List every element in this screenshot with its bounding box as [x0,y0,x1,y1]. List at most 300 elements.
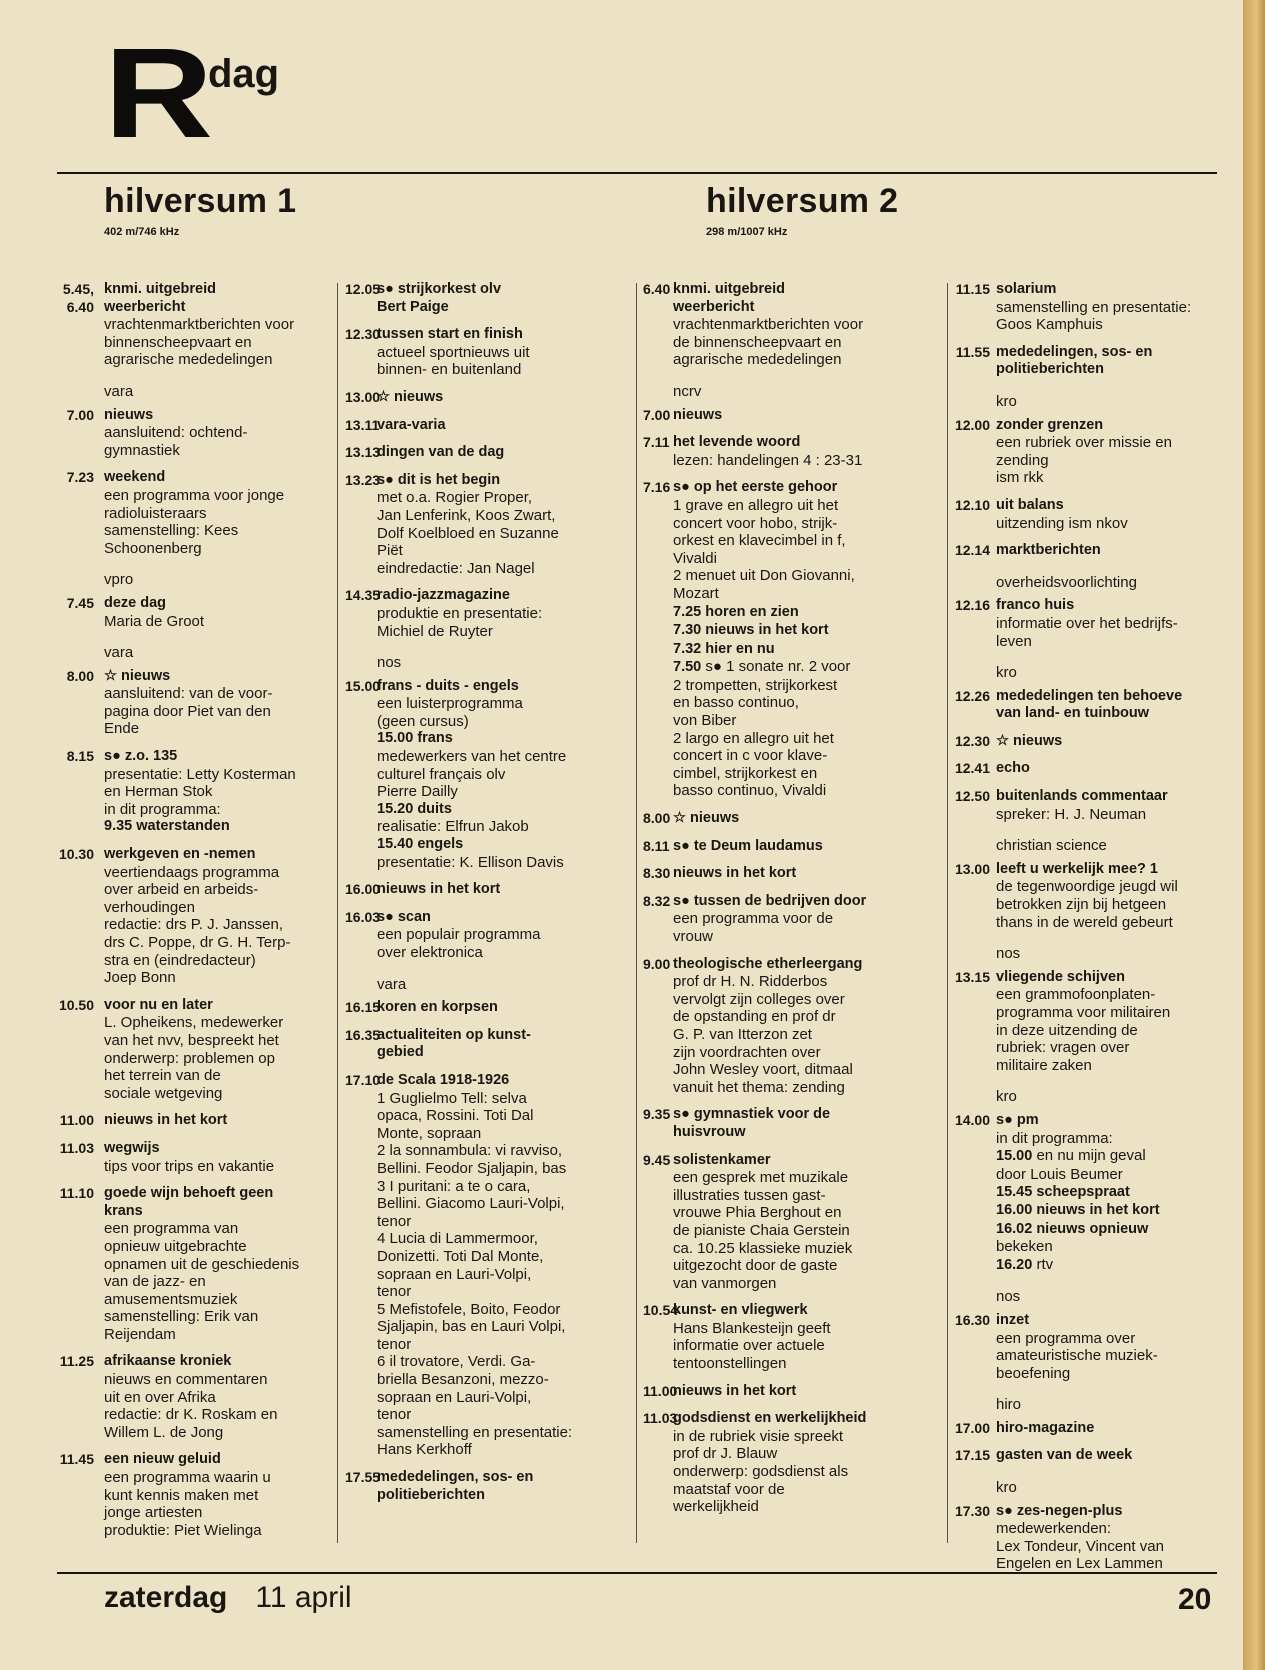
schedule-column-3 [643,281,945,1526]
bottom-rule [57,1572,1217,1574]
program-title: nieuws in het kort [377,881,501,898]
program-detail: thans in de wereld gebeurt [996,913,1173,931]
program-entry [345,281,633,316]
program-detail: Pierre Dailly [377,783,458,801]
program-detail: Maria de Groot [104,612,205,630]
program-entry [345,389,633,407]
program-title: s● z.o. 135 [104,748,178,765]
program-detail: met o.a. Rogier Proper, [377,489,533,507]
program-detail: briella Besanzoni, mezzo- [377,1371,549,1389]
program-entry [951,1312,1233,1382]
program-detail: opnamen uit de geschiedenis [104,1255,300,1273]
program-detail: van de jazz- en [104,1273,206,1291]
program-entry [643,281,945,369]
program-title: deze dag [104,594,167,611]
program-detail: een rubriek over missie en [996,434,1172,452]
program-detail: 7.25 horen en zien [673,603,799,620]
program-time: 11.15 [955,281,990,297]
program-detail: vrachtenmarktberichten voor [104,316,295,334]
program-detail: 5 Mefistofele, Boito, Feodor [377,1300,561,1318]
broadcaster-label: vara [377,975,407,993]
program-time: 8.00 [643,810,671,827]
program-detail: in deze uitzending de [996,1021,1138,1039]
program-entry [951,597,1233,650]
program-detail: Mozart [673,584,719,602]
program-time: 8.00 [66,667,94,684]
program-detail: samenstelling: Kees [104,522,239,540]
program-detail: (geen cursus) [377,712,469,730]
program-detail: Willem L. de Jong [104,1423,224,1441]
program-detail: een programma van [104,1220,239,1238]
program-title: mededelingen, sos- en [377,1469,534,1486]
program-detail: lezen: handelingen 4 : 23-31 [673,451,863,469]
program-entry [52,1185,334,1343]
program-time: 8.11 [643,837,670,854]
program-detail: binnenscheepvaart en [104,333,252,351]
program-title: ☆ nieuws [377,388,444,405]
program-detail: actueel sportnieuws uit [377,343,530,361]
program-time: 8.15 [66,748,94,765]
program-entry [52,668,334,738]
program-time: 14.35 [345,587,381,604]
program-detail: vrachtenmarktberichten voor [673,316,864,334]
program-title: wegwijs [104,1139,160,1156]
program-detail: Schoonenberg [104,539,202,557]
program-title: solarium [996,281,1057,297]
program-detail: Ende [104,720,140,738]
program-detail: gymnastiek [104,441,180,459]
program-detail: vrouwe Phia Berghout en [673,1204,842,1222]
broadcaster-label: christian science [996,837,1107,855]
program-detail: uitzending ism nkov [996,514,1128,532]
program-detail: sociale wetgeving [104,1084,223,1102]
program-entry [951,760,1233,778]
program-entry [951,688,1233,723]
program-title: s● gymnastiek voor de [673,1106,831,1123]
program-title: s● dit is het begin [377,471,501,488]
program-title: zonder grenzen [996,416,1104,433]
schedule-column-1 [52,281,334,1549]
program-time: 16.15 [345,999,381,1016]
program-detail: 1 grave en allegro uit het [673,496,839,514]
program-entry [951,417,1233,487]
program-detail: informatie over actuele [673,1337,825,1355]
program-time: 12.26 [954,687,990,704]
section-day: dag [208,52,280,96]
program-title: afrikaanse kroniek [104,1353,232,1370]
program-entry [643,810,945,828]
program-entry [951,1503,1233,1573]
program-title: radio-jazzmagazine [377,587,510,604]
program-detail: in de rubriek visie spreekt [673,1427,844,1445]
program-entry [52,997,334,1103]
program-detail: een programma waarin u [104,1469,271,1487]
program-title: nieuws in het kort [104,1112,228,1129]
program-detail: nieuws en commentaren [104,1371,268,1389]
program-detail: de binnenscheepvaart en [673,333,842,351]
program-title: de Scala 1918-1926 [377,1071,510,1088]
program-title: weerbericht [673,298,755,315]
program-entry [52,1112,334,1130]
top-rule [57,172,1217,174]
program-time: 13.00 [345,388,381,405]
program-time: 12.14 [954,542,990,559]
program-entry [643,1302,945,1372]
broadcaster-label: nos [377,654,402,672]
program-detail: informatie over het bedrijfs- [996,614,1178,632]
program-detail: het terrein van de [104,1067,221,1085]
page-spine [1243,0,1265,1670]
program-title: knmi. uitgebreid [673,281,785,297]
station-frequency: 298 m/1007 kHz [706,226,788,238]
program-entry [643,407,945,425]
program-detail: jonge artiesten [104,1504,203,1522]
program-title: marktberichten [996,542,1101,559]
program-detail: culturel français olv [377,765,506,783]
program-detail: eindredactie: Jan Nagel [377,559,535,577]
program-detail: door Louis Beumer [996,1165,1123,1183]
program-time: 16.30 [954,1311,990,1328]
program-detail: een programma voor jonge [104,486,285,504]
program-time: 12.30 [954,732,990,749]
program-title: solistenkamer [673,1151,771,1168]
program-title: s● scan [377,908,431,925]
program-detail: ca. 10.25 klassieke muziek [673,1239,853,1257]
program-entry [52,748,334,836]
program-entry [951,281,1233,334]
program-detail: Engelen en Lex Lammen [996,1555,1163,1573]
program-entry [951,733,1233,751]
program-detail: concert voor hobo, strijk- [673,514,838,532]
program-detail: 2 largo en allegro uit het [673,729,834,747]
program-time: 12.41 [954,760,990,777]
broadcaster-label: kro [996,1088,1017,1106]
program-title: krans [104,1202,143,1219]
program-title: 9.35 waterstanden [104,818,230,835]
program-entry [951,861,1233,931]
program-detail: onderwerp: problemen op [104,1049,275,1067]
program-detail: stra en (eindredacteur) [104,951,256,969]
program-time: 17.30 [954,1502,990,1519]
program-detail: een populair programma [377,926,541,944]
program-detail: tenor [377,1283,412,1301]
program-time: 13.00 [954,860,990,877]
program-detail: sopraan en Lauri-Volpi, [377,1265,532,1283]
program-detail: tenor [377,1335,412,1353]
program-time: 12.30 [345,326,381,343]
schedule-column-4 [951,281,1233,1583]
schedule-column-2 [345,281,633,1514]
station-hilversum-2 [706,184,898,238]
program-detail: presentatie: K. Ellison Davis [377,853,564,871]
program-entry [951,542,1233,560]
program-time: 9.00 [643,955,671,972]
program-time: 13.15 [954,968,990,985]
program-detail: 7.50 s● 1 sonate nr. 2 voor [673,658,851,676]
program-title: 16.00 nieuws in het kort [996,1201,1160,1218]
program-detail: Lex Tondeur, Vincent van [996,1537,1164,1555]
program-time: 15.00 [345,677,381,694]
program-entry [345,678,633,872]
program-detail: drs C. Poppe, dr G. H. Terp- [104,934,291,951]
broadcaster-label: nos [996,1288,1021,1306]
program-title: Bert Paige [377,298,449,315]
program-detail: Bellini. Feodor Sjaljapin, bas [377,1159,567,1177]
program-detail: uitgezocht door de gaste [673,1257,838,1275]
program-detail: Joep Bonn [104,969,176,987]
broadcaster-label: overheidsvoorlichting [996,573,1137,591]
program-entry [345,417,633,435]
program-time: 16.00 [345,881,381,898]
program-detail: medewerkenden: [996,1520,1112,1538]
program-entry [52,1353,334,1441]
program-detail: 3 I puritani: a te o cara, [377,1177,531,1195]
program-title: s● te Deum laudamus [673,837,823,854]
program-detail: 1 Guglielmo Tell: selva [377,1089,527,1107]
program-detail: verhoudingen [104,898,195,916]
program-title: actualiteiten op kunst- [377,1026,531,1043]
program-detail: produktie: Piet Wielinga [104,1521,262,1539]
program-time: 10.50 [58,996,94,1013]
broadcaster-label: kro [996,1479,1017,1497]
program-detail: leven [996,632,1032,650]
program-detail: de pianiste Chaia Gerstein [673,1221,850,1239]
program-detail: pagina door Piet van den [104,702,271,720]
program-detail: Jan Lenferink, Koos Zwart, [377,506,556,524]
program-entry [643,1410,945,1516]
program-detail: een luisterprogramma [377,695,523,713]
program-entry [345,999,633,1017]
program-detail: vrouw [673,928,714,945]
program-entry [643,1106,945,1141]
program-detail: betrokken zijn bij hetgeen [996,896,1167,914]
footer-day: zaterdag [104,1581,228,1614]
program-time: 16.03 [345,908,381,925]
program-detail: vervolgt zijn colleges over [673,990,845,1008]
broadcaster-label: vpro [104,571,134,589]
program-time: 17.55 [345,1469,381,1486]
program-detail: Dolf Koelbloed en Suzanne [377,524,559,542]
program-detail: rubriek: vragen over [996,1039,1130,1057]
program-detail: over arbeid en arbeids- [104,881,259,899]
column-divider [636,283,637,1543]
program-detail: aansluitend: ochtend- [104,424,248,442]
program-detail: 2 la sonnambula: vi ravviso, [377,1142,563,1160]
program-title: ☆ nieuws [104,667,171,684]
program-title: nieuws in het kort [673,865,797,882]
program-detail: Donizetti. Toti Dal Monte, [377,1247,544,1265]
program-title: 15.40 engels [377,836,464,853]
program-title: uit balans [996,496,1064,513]
program-entry [345,1072,633,1459]
program-detail: tenor [377,1406,412,1424]
program-detail: tenor [377,1212,412,1230]
program-detail: beoefening [996,1364,1071,1382]
program-detail: maatstaf voor de [673,1480,785,1498]
program-title: s● op het eerste gehoor [673,479,838,496]
program-title: ☆ nieuws [673,810,740,827]
program-detail: Hans Kerkhoff [377,1441,472,1459]
program-entry [643,1383,945,1401]
station-hilversum-1 [104,184,296,238]
program-detail: Bellini. Giacomo Lauri-Volpi, [377,1195,565,1213]
program-detail: ism rkk [996,469,1044,487]
program-entry [951,1112,1233,1274]
program-detail: samenstelling: Erik van [104,1308,259,1326]
program-detail: Monte, sopraan [377,1124,482,1142]
program-title: theologische etherleergang [673,955,863,972]
program-title: hiro-magazine [996,1419,1095,1436]
program-entry [643,838,945,856]
program-time: 14.00 [954,1111,990,1128]
program-title: huisvrouw [673,1123,746,1140]
station-name: hilversum 2 [706,182,899,220]
program-detail: agrarische mededelingen [673,351,842,369]
program-title: franco huis [996,597,1075,614]
program-entry [345,1469,633,1504]
program-time: 10.54 [643,1302,679,1319]
program-entry [345,444,633,462]
program-entry [345,472,633,578]
column-divider [337,283,338,1543]
program-time: 17.15 [954,1447,990,1464]
program-time: 7.00 [66,406,94,423]
program-entry [951,344,1233,379]
program-detail: van vanmorgen [673,1274,777,1292]
program-detail: een programma over [996,1329,1136,1347]
program-detail: produktie en presentatie: [377,604,543,622]
program-entry [951,1447,1233,1465]
program-detail: L. Opheikens, medewerker [104,1014,284,1032]
station-frequency: 402 m/746 kHz [104,226,180,238]
program-time: 11.00 [59,1112,94,1129]
program-detail: amusementsmuziek [104,1290,238,1308]
program-title: een nieuw geluid [104,1451,221,1468]
program-detail: prof dr J. Blauw [673,1445,778,1463]
program-detail: 7.32 hier en nu [673,640,775,657]
program-detail: aansluitend: van de voor- [104,685,273,703]
program-title: werkgeven en -nemen [104,846,256,863]
station-name: hilversum 1 [104,182,297,220]
program-title: frans - duits - engels [377,677,519,694]
column-divider [947,283,948,1543]
program-detail: samenstelling en presentatie: [377,1423,573,1441]
program-entry [345,1027,633,1062]
program-title: weekend [104,469,166,486]
program-detail: radioluisteraars [104,504,207,522]
program-detail: prof dr H. N. Ridderbos [673,973,828,991]
program-detail: illustraties tussen gast- [673,1186,826,1204]
program-title: gasten van de week [996,1447,1133,1464]
program-entry [52,1140,334,1175]
program-detail: militaire zaken [996,1056,1092,1074]
program-title: kunst- en vliegwerk [673,1302,808,1319]
program-detail: Michiel de Ruyter [377,622,493,640]
program-title: knmi. uitgebreid [104,281,216,297]
program-title: het levende woord [673,434,801,451]
program-title: weerbericht [104,298,186,315]
program-detail: redactie: drs P. J. Janssen, [104,916,283,934]
program-detail: G. P. van Itterzon zet [673,1025,812,1043]
program-detail: 16.02 nieuws opnieuw [996,1220,1149,1237]
program-time: 13.13 [345,444,381,461]
program-entry [345,326,633,379]
program-detail: opaca, Rossini. Toti Dal [377,1107,534,1125]
broadcaster-label: kro [996,392,1017,410]
program-time: 12.50 [954,788,990,805]
program-detail: sopraan en Lauri-Volpi, [377,1388,532,1406]
program-time: 11.00 [643,1382,678,1399]
footer-date: 11 april [255,1581,352,1614]
program-detail: cimbel, strijkorkest en [673,764,818,782]
program-title: s● tussen de bedrijven door [673,892,867,909]
program-time: 11.10 [59,1185,94,1202]
program-detail: John Wesley voort, ditmaal [673,1061,853,1079]
program-detail: de opstanding en prof dr [673,1008,836,1026]
program-time: 10.30 [58,846,94,863]
program-entry [52,469,334,557]
program-title: s● pm [996,1111,1039,1128]
program-detail: Goos Kamphuis [996,316,1103,334]
program-title: dingen van de dag [377,444,505,461]
program-entry [643,1152,945,1293]
program-time: 11.55 [955,343,990,360]
program-time: 17.10 [345,1071,381,1088]
program-detail: presentatie: Letty Kosterman [104,765,296,783]
page-footer [104,1583,352,1613]
program-time: 12.10 [954,496,990,513]
program-detail: 2 menuet uit Don Giovanni, [673,567,855,585]
program-detail: realisatie: Elfrun Jakob [377,818,529,836]
program-entry [345,881,633,899]
program-entry [52,281,334,369]
broadcaster-label: hiro [996,1396,1022,1414]
program-detail: concert in c voor klave- [673,747,828,765]
program-title: ☆ nieuws [996,732,1063,749]
program-title: voor nu en later [104,996,213,1013]
program-title: inzet [996,1311,1030,1328]
program-time: 5.45, 6.40 [62,281,94,315]
program-detail: veertiendaags programma [104,863,280,881]
program-detail: Vivaldi [673,549,717,567]
program-detail: 4 Lucia di Lammermoor, [377,1230,538,1248]
program-title: buitenlands commentaar [996,788,1168,805]
program-detail: een gesprek met muzikale [673,1169,849,1187]
program-detail: Piët [377,542,403,560]
program-detail: 2 trompetten, strijkorkest [673,676,838,694]
program-time: 11.03 [643,1410,678,1427]
program-detail: Reijendam [104,1325,176,1343]
program-entry [52,407,334,460]
program-detail: Sjaljapin, bas en Lauri Volpi, [377,1318,566,1336]
section-letter: R [104,22,209,165]
program-title: s● strijkorkest olv [377,281,502,297]
program-detail: orkest en klavecimbel in f, [673,532,846,550]
program-detail: uit en over Afrika [104,1388,216,1406]
program-entry [951,969,1233,1075]
program-detail: tentoonstellingen [673,1355,787,1373]
program-title: 15.00 frans [377,730,453,747]
program-time: 8.30 [643,865,671,882]
program-detail: opnieuw uitgebrachte [104,1237,247,1255]
program-time: 9.35 [643,1106,671,1123]
program-detail: vanuit het thema: zending [673,1078,845,1096]
program-time: 7.23 [66,469,94,486]
program-detail: samenstelling en presentatie: [996,298,1192,316]
program-entry [643,434,945,469]
program-entry [643,479,945,800]
broadcaster-label: vara [104,644,134,662]
